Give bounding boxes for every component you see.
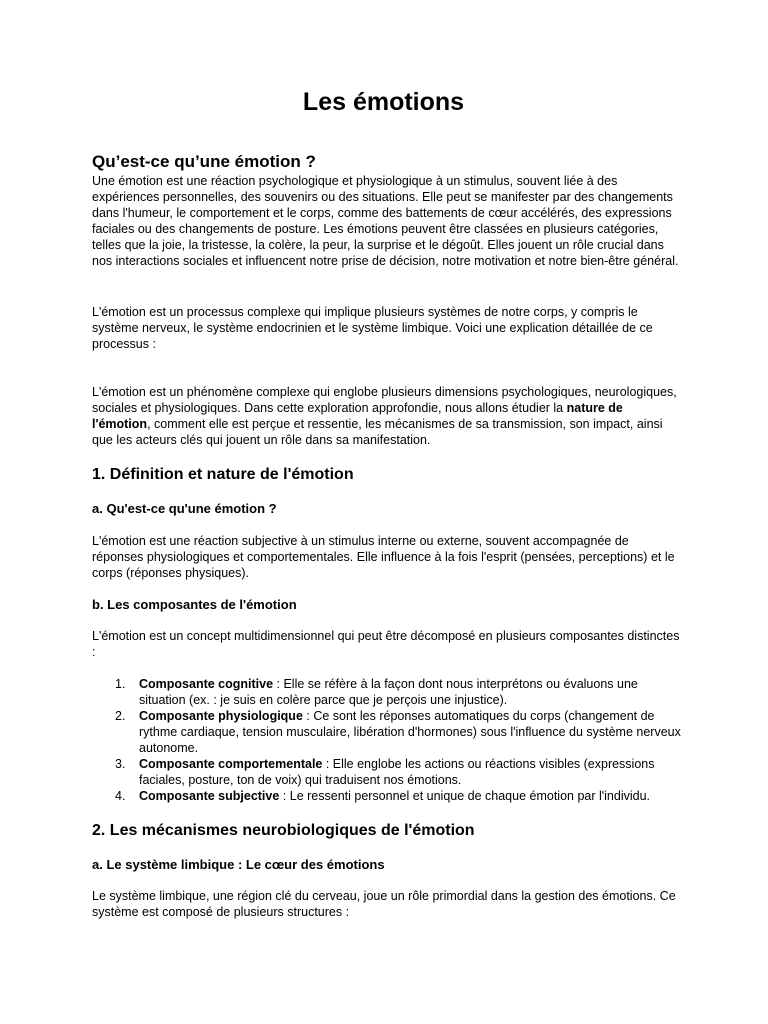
section-1b-paragraph: L'émotion est un concept multidimensionnel qui peut être décomposé en plusieurs composantes distinctes :	[92, 629, 680, 659]
list-item-term: Composante physiologique	[139, 709, 303, 723]
process-paragraph: L'émotion est un processus complexe qui implique plusieurs systèmes de notre corps, y compris le système nerveux, le système endocrinien et le système limbique. Voici une explication détaillée de ce processus :	[92, 305, 653, 351]
section-1a-paragraph: L'émotion est une réaction subjective à un stimulus interne ou externe, souvent accompagnée de réponses physiologiques et comportementales. Elle influence à la fois l'esprit (pensées, perceptions) et le corps (réponses physiques).	[92, 534, 675, 580]
list-item	[92, 788, 682, 804]
components-list	[92, 676, 682, 804]
list-item	[92, 708, 682, 756]
overview-text-part1: L'émotion est un phénomène complexe qui englobe plusieurs dimensions psychologiques, neurologiques, sociales et physiologiques. Dans cette exploration approfondie, nous allons étudier la	[92, 385, 677, 415]
section-2a-heading: a. Le système limbique : Le cœur des émotions	[92, 857, 385, 872]
document-title: Les émotions	[302, 88, 465, 116]
list-item-number: 2.	[115, 709, 126, 723]
section-1-heading: 1. Définition et nature de l'émotion	[92, 466, 354, 483]
overview-bold-term: nature de l'émotion	[92, 401, 623, 431]
list-item-description: : Elle englobe les actions ou réactions visibles (expressions faciales, posture, ton de voix) qui traduisent nos émotions.	[139, 757, 655, 787]
intro-paragraph: Une émotion est une réaction psychologique et physiologique à un stimulus, souvent liée à des expériences personnelles, des souvenirs ou des situations. Elle peut se manifester par des changements dans l'humeur, le comportement et le corps, comme des battements de cœur accélérés, des expressions faciales ou des changements de posture. Les émotions peuvent être classées en plusieurs catégories, telles que la joie, la tristesse, la colère, la peur, la surprise et le dégoût. Elles jouent un rôle crucial dans nos interactions sociales et influencent notre prise de décision, notre motivation et notre bien-être général.	[92, 174, 679, 268]
overview-paragraph	[92, 384, 682, 448]
list-item-number: 1.	[115, 677, 126, 691]
list-item-number: 3.	[115, 757, 126, 771]
list-item-description: : Elle se réfère à la façon dont nous interprétons ou évaluons une situation (ex. : je suis en colère parce que je perçois une injustice).	[139, 677, 638, 707]
list-item-description: : Le ressenti personnel et unique de chaque émotion par l'individu.	[279, 789, 651, 803]
list-item	[92, 756, 682, 788]
section-1b-heading: b. Les composantes de l'émotion	[92, 597, 297, 612]
section-2-heading: 2. Les mécanismes neurobiologiques de l'émotion	[92, 822, 475, 839]
list-item-number: 4.	[115, 789, 126, 803]
section-1a-heading: a. Qu'est-ce qu'une émotion ?	[92, 501, 277, 516]
list-item-term: Composante subjective	[139, 789, 280, 803]
list-item-term: Composante cognitive	[139, 677, 274, 691]
list-item-description: : Ce sont les réponses automatiques du corps (changement de rythme cardiaque, tension musculaire, libération d'hormones) sous l'influence du système nerveux autonome.	[139, 709, 681, 755]
list-item-term: Composante comportementale	[139, 757, 323, 771]
intro-heading: Qu’est-ce qu’une émotion ?	[92, 152, 316, 171]
overview-text-part2: , comment elle est perçue et ressentie, les mécanismes de sa transmission, son impact, ainsi que les acteurs clés qui jouent un rôle dans sa manifestation.	[92, 417, 663, 447]
list-item	[92, 676, 682, 708]
section-2a-paragraph: Le système limbique, une région clé du cerveau, joue un rôle primordial dans la gestion des émotions. Ce système est composé de plusieurs structures :	[92, 889, 676, 919]
